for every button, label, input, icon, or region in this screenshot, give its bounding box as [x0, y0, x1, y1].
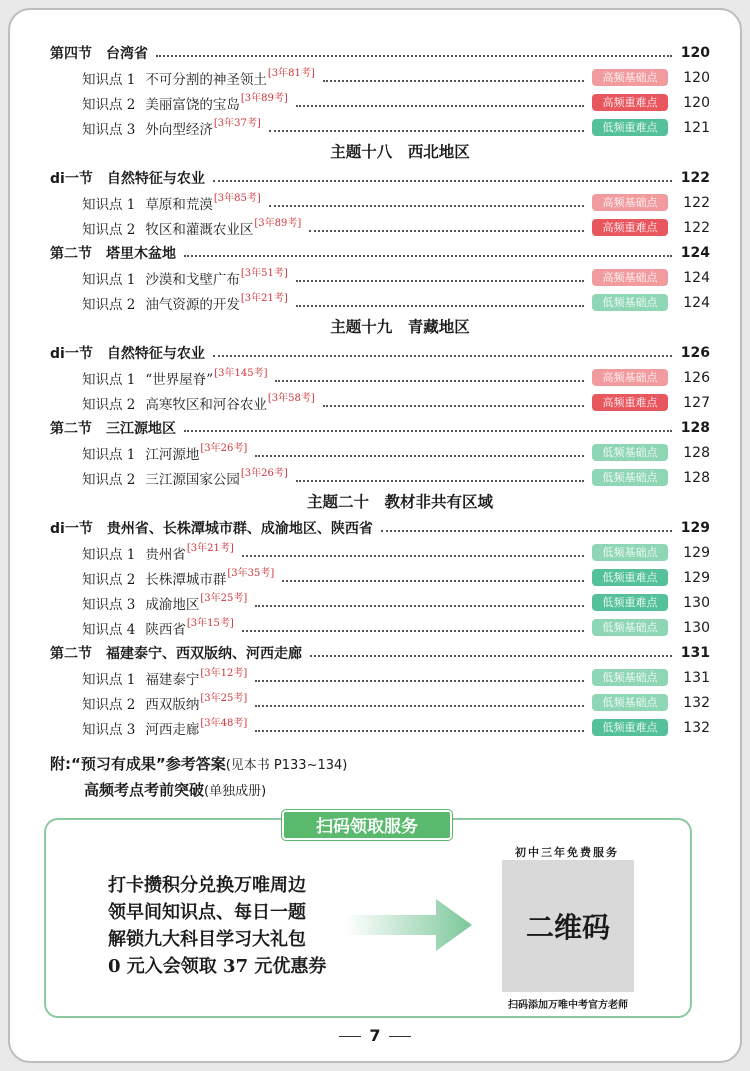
entry-page: 120 — [680, 44, 710, 61]
entry-title: 美丽富饶的宝岛 — [145, 96, 240, 113]
appendix — [50, 752, 347, 804]
entry-number: 知识点 3 — [82, 721, 136, 738]
frequency-badge: 高频基础点 — [592, 369, 668, 386]
toc-point-entry[interactable] — [50, 390, 710, 415]
frequency-badge: 低频基础点 — [592, 669, 668, 686]
toc-point-entry[interactable] — [50, 590, 710, 615]
service-benefit-line: 0 元入会领取 37 元优惠券 — [108, 956, 327, 977]
entry-number: 知识点 2 — [82, 571, 136, 588]
entry-page: 131 — [683, 669, 710, 686]
entry-number: 知识点 1 — [82, 196, 136, 213]
exam-frequency: [3年89考] — [254, 218, 302, 229]
entry-title: 贵州省 — [145, 546, 186, 563]
exam-frequency: [3年26考] — [240, 468, 288, 479]
entry-title: 塔里木盆地 — [106, 245, 176, 262]
appendix-breakthrough-note: (单独成册) — [204, 784, 267, 799]
toc-point-entry[interactable] — [50, 265, 710, 290]
dot-leader — [282, 580, 584, 582]
entry-title: 江河源地 — [145, 446, 200, 463]
entry-title: 外向型经济 — [145, 121, 213, 138]
service-benefit-line: 解锁九大科目学习大礼包 — [108, 929, 306, 950]
entry-page: 126 — [683, 369, 710, 386]
entry-number: 知识点 1 — [82, 671, 136, 688]
entry-title: 贵州省、长株潭城市群、成渝地区、陕西省 — [106, 520, 373, 537]
entry-page: 127 — [683, 394, 710, 411]
dot-leader — [323, 80, 584, 82]
frequency-badge: 低频基础点 — [592, 294, 668, 311]
theme-heading: 主题十九 青藏地区 — [330, 318, 470, 336]
exam-frequency: [3年12考] — [200, 668, 248, 679]
exam-frequency: [3年25考] — [200, 693, 248, 704]
exam-frequency: [3年48考] — [200, 718, 248, 729]
entry-title: 长株潭城市群 — [145, 571, 227, 588]
entry-title: 自然特征与农业 — [106, 170, 205, 187]
theme-heading: 主题二十 教材非共有区域 — [306, 493, 493, 511]
service-panel — [44, 818, 692, 1018]
dot-leader — [242, 630, 584, 632]
service-benefit-line: 领早间知识点、每日一题 — [108, 902, 306, 923]
toc-point-entry[interactable] — [50, 690, 710, 715]
entry-number: 知识点 2 — [82, 396, 136, 413]
page-number — [0, 1026, 750, 1045]
toc-section-entry[interactable] — [50, 165, 710, 190]
dot-leader — [255, 730, 584, 732]
frequency-badge: 低频基础点 — [592, 619, 668, 636]
dot-leader — [296, 105, 584, 107]
toc-section-entry[interactable] — [50, 415, 710, 440]
entry-page: 130 — [683, 594, 710, 611]
entry-page: 122 — [680, 169, 710, 186]
page-number-value: 7 — [369, 1026, 381, 1045]
entry-page: 128 — [683, 444, 710, 461]
dot-leader — [269, 205, 584, 207]
toc-point-entry[interactable] — [50, 215, 710, 240]
appendix-line-breakthrough[interactable] — [50, 778, 347, 804]
entry-title: 油气资源的开发 — [145, 296, 240, 313]
entry-page: 130 — [683, 619, 710, 636]
entry-number: 知识点 4 — [82, 621, 136, 638]
qr-code[interactable] — [502, 860, 634, 992]
entry-number: 知识点 2 — [82, 696, 136, 713]
entry-number: 知识点 2 — [82, 471, 136, 488]
toc-point-entry[interactable] — [50, 440, 710, 465]
dot-leader — [213, 180, 672, 182]
frequency-badge: 高频重难点 — [592, 394, 668, 411]
service-benefits — [108, 872, 326, 980]
toc-section-entry[interactable] — [50, 640, 710, 665]
entry-page: 126 — [680, 344, 710, 361]
dot-leader — [255, 605, 584, 607]
entry-title: 高寒牧区和河谷农业 — [145, 396, 267, 413]
exam-frequency: [3年51考] — [240, 268, 288, 279]
dash-divider — [339, 1036, 361, 1037]
dot-leader — [255, 705, 584, 707]
dot-leader — [269, 130, 584, 132]
entry-page: 120 — [683, 69, 710, 86]
qr-code-label: 二维码 — [525, 911, 610, 944]
frequency-badge: 低频基础点 — [592, 444, 668, 461]
entry-title: 沙漠和戈壁广布 — [145, 271, 240, 288]
dot-leader — [296, 480, 584, 482]
entry-page: 132 — [683, 719, 710, 736]
dash-divider — [389, 1036, 411, 1037]
appendix-line-answers[interactable] — [50, 752, 347, 778]
entry-number: di一节 — [50, 170, 93, 187]
exam-frequency: [3年81考] — [267, 68, 315, 79]
entry-title: 成渝地区 — [145, 596, 200, 613]
toc-point-entry[interactable] — [50, 465, 710, 490]
toc-section-entry[interactable] — [50, 40, 710, 65]
exam-frequency: [3年15考] — [186, 618, 234, 629]
toc-point-entry[interactable] — [50, 665, 710, 690]
toc-section-entry[interactable] — [50, 240, 710, 265]
frequency-badge: 高频重难点 — [592, 219, 668, 236]
exam-frequency: [3年85考] — [213, 193, 261, 204]
theme-heading: 主题十八 西北地区 — [330, 143, 470, 161]
entry-page: 129 — [683, 544, 710, 561]
entry-number: 知识点 1 — [82, 71, 136, 88]
entry-title: 不可分割的神圣领土 — [145, 71, 267, 88]
qr-caption-top: 初中三年免费服务 — [515, 846, 619, 859]
toc-point-entry[interactable] — [50, 365, 710, 390]
entry-title: 牧区和灌溉农业区 — [145, 221, 254, 238]
entry-number: di一节 — [50, 520, 93, 537]
entry-number: 第二节 — [50, 245, 92, 262]
toc-section-entry[interactable] — [50, 340, 710, 365]
entry-number: 知识点 1 — [82, 546, 136, 563]
dot-leader — [275, 380, 584, 382]
entry-title: 三江源地区 — [106, 420, 176, 437]
exam-frequency: [3年145考] — [214, 368, 268, 379]
service-benefit-line: 打卡攒积分兑换万唯周边 — [108, 875, 306, 896]
exam-frequency: [3年25考] — [200, 593, 248, 604]
entry-title: 自然特征与农业 — [106, 345, 205, 362]
dot-leader — [184, 430, 672, 432]
entry-number: 知识点 1 — [82, 371, 136, 388]
entry-page: 128 — [680, 419, 710, 436]
entry-page: 131 — [680, 644, 710, 661]
entry-number: di一节 — [50, 345, 93, 362]
entry-title: 草原和荒漠 — [145, 196, 213, 213]
entry-page: 121 — [683, 119, 710, 136]
dot-leader — [296, 280, 584, 282]
frequency-badge: 低频基础点 — [592, 544, 668, 561]
entry-page: 128 — [683, 469, 710, 486]
appendix-answers-note: (见本书 P133~134) — [225, 758, 348, 773]
entry-page: 124 — [683, 294, 710, 311]
frequency-badge: 低频基础点 — [592, 694, 668, 711]
entry-number: 第二节 — [50, 645, 92, 662]
frequency-badge: 低频重难点 — [592, 719, 668, 736]
dot-leader — [310, 655, 672, 657]
dot-leader — [255, 455, 584, 457]
dot-leader — [381, 530, 672, 532]
entry-title: 福建泰宁、西双版纳、河西走廊 — [106, 645, 302, 662]
frequency-badge: 高频基础点 — [592, 269, 668, 286]
exam-frequency: [3年58考] — [267, 393, 315, 404]
toc-point-entry[interactable] — [50, 115, 710, 140]
frequency-badge: 高频重难点 — [592, 94, 668, 111]
exam-frequency: [3年35考] — [227, 568, 275, 579]
toc-point-entry[interactable] — [50, 190, 710, 215]
toc-point-entry[interactable] — [50, 615, 710, 640]
entry-number: 知识点 1 — [82, 271, 136, 288]
entry-title: 西双版纳 — [145, 696, 200, 713]
dot-leader — [184, 255, 672, 257]
entry-page: 132 — [683, 694, 710, 711]
entry-page: 122 — [683, 194, 710, 211]
entry-title: 陕西省 — [145, 621, 186, 638]
entry-page: 129 — [683, 569, 710, 586]
frequency-badge: 高频基础点 — [592, 69, 668, 86]
entry-number: 知识点 3 — [82, 121, 136, 138]
entry-number: 第四节 — [50, 45, 92, 62]
frequency-badge: 高频基础点 — [592, 194, 668, 211]
exam-frequency: [3年21考] — [186, 543, 234, 554]
entry-title: 福建泰宁 — [145, 671, 200, 688]
entry-page: 129 — [680, 519, 710, 536]
appendix-breakthrough-title: 高频考点考前突破 — [84, 781, 205, 799]
entry-number: 第二节 — [50, 420, 92, 437]
exam-frequency: [3年37考] — [213, 118, 261, 129]
service-title: 扫码领取服务 — [282, 810, 452, 840]
entry-title: “世界屋脊” — [145, 371, 214, 388]
frequency-badge: 低频基础点 — [592, 469, 668, 486]
entry-title: 三江源国家公园 — [145, 471, 240, 488]
entry-number: 知识点 3 — [82, 596, 136, 613]
entry-page: 120 — [683, 94, 710, 111]
frequency-badge: 低频重难点 — [592, 594, 668, 611]
dot-leader — [213, 355, 672, 357]
entry-page: 124 — [683, 269, 710, 286]
toc-point-entry[interactable] — [50, 65, 710, 90]
appendix-answers-title: 附:“预习有成果”参考答案 — [50, 755, 226, 773]
entry-number: 知识点 2 — [82, 96, 136, 113]
dot-leader — [255, 680, 584, 682]
toc-point-entry[interactable] — [50, 565, 710, 590]
exam-frequency: [3年26考] — [200, 443, 248, 454]
dot-leader — [309, 230, 584, 232]
toc-point-entry[interactable] — [50, 90, 710, 115]
exam-frequency: [3年21考] — [240, 293, 288, 304]
frequency-badge: 低频重难点 — [592, 569, 668, 586]
entry-number: 知识点 1 — [82, 446, 136, 463]
frequency-badge: 低频重难点 — [592, 119, 668, 136]
exam-frequency: [3年89考] — [240, 93, 288, 104]
dot-leader — [242, 555, 584, 557]
entry-page: 124 — [680, 244, 710, 261]
entry-number: 知识点 2 — [82, 296, 136, 313]
toc-point-entry[interactable] — [50, 715, 710, 740]
arrow-right-icon — [346, 895, 476, 955]
dot-leader — [296, 305, 584, 307]
toc-point-entry[interactable] — [50, 540, 710, 565]
qr-caption-bottom: 扫码添加万唯中考官方老师 — [508, 1000, 628, 1011]
dot-leader — [323, 405, 584, 407]
dot-leader — [156, 55, 672, 57]
entry-title: 河西走廊 — [145, 721, 200, 738]
toc-point-entry[interactable] — [50, 290, 710, 315]
table-of-contents — [50, 40, 710, 740]
entry-page: 122 — [683, 219, 710, 236]
entry-number: 知识点 2 — [82, 221, 136, 238]
entry-title: 台湾省 — [106, 45, 148, 62]
toc-section-entry[interactable] — [50, 515, 710, 540]
